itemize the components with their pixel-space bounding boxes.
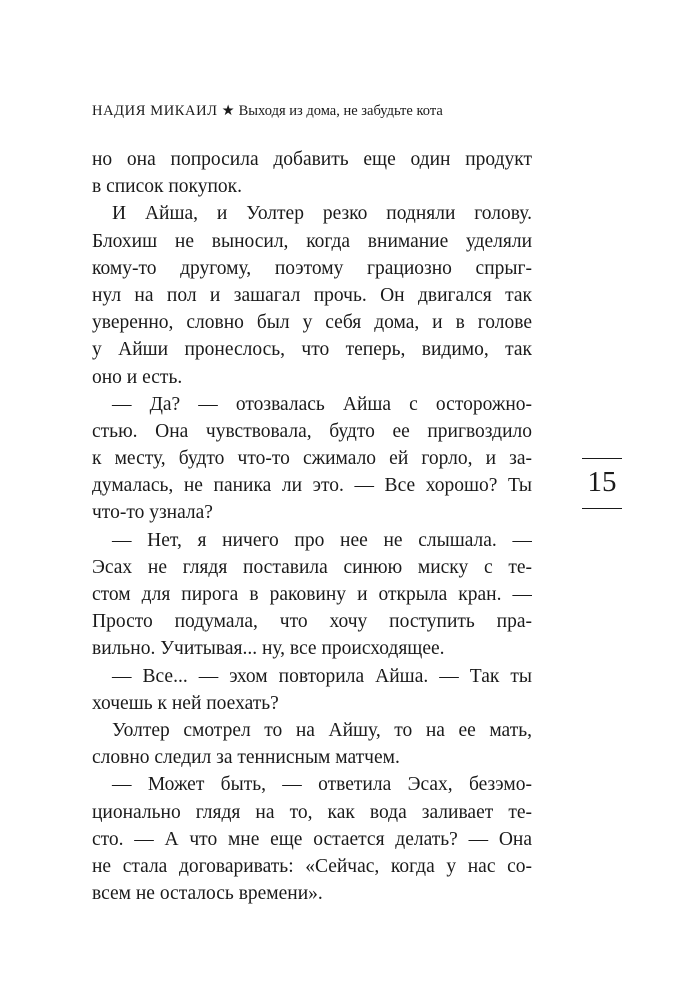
text-line: словно следил за теннисным матчем. bbox=[92, 747, 400, 769]
text-line: Уолтер смотрел то на Айшу, то на ее мать, bbox=[112, 719, 532, 741]
text-line: хочешь к ней поехать? bbox=[92, 692, 279, 714]
text-line: — Все... — эхом повторила Айша. — Так ты bbox=[112, 665, 532, 687]
text-line: — Да? — отозвалась Айша с осторожно- bbox=[112, 393, 532, 415]
text-line: Эсах не глядя поставила синюю миску с те- bbox=[92, 556, 532, 578]
text-line: оно и есть. bbox=[92, 366, 183, 388]
header-book-title: Выходя из дома, не забудьте кота bbox=[238, 103, 443, 119]
text-line: стью. Она чувствовала, будто ее пригвоздило bbox=[92, 420, 532, 442]
text-line: к месту, будто что-то сжимало ей горло, и за- bbox=[92, 448, 532, 470]
folio-rule-bottom bbox=[582, 508, 622, 509]
body-text bbox=[92, 146, 532, 907]
text-line: стом для пирога в раковину и открыла кран. — bbox=[92, 584, 532, 605]
text-line: ционально глядя на то, как вода заливает те- bbox=[92, 801, 532, 823]
text-line: нул на пол и зашагал прочь. Он двигался так bbox=[92, 284, 532, 306]
text-line: думалась, не паника ли это. — Все хорошо? Ты bbox=[92, 475, 532, 497]
text-line: не стала договаривать: «Сейчас, когда у нас со- bbox=[92, 855, 532, 877]
text-line: сто. — А что мне еще остается делать? — Она bbox=[92, 828, 532, 850]
text-line: И Айша, и Уолтер резко подняли голову. bbox=[112, 203, 532, 225]
folio-rule-top bbox=[582, 458, 622, 459]
text-line: всем не осталось времени». bbox=[92, 883, 323, 905]
text-line: что-то узнала? bbox=[92, 502, 213, 524]
text-line: у Айши пронеслось, что теперь, видимо, так bbox=[92, 339, 532, 361]
text-line: — Может быть, — ответила Эсах, безэмо- bbox=[112, 774, 532, 796]
text-line: — Нет, я ничего про нее не слышала. — bbox=[112, 529, 532, 551]
text-line: Блохиш не выносил, когда внимание уделяли bbox=[92, 230, 532, 252]
page-number: 15 bbox=[587, 466, 617, 498]
running-header bbox=[92, 103, 532, 120]
text-line: уверенно, словно был у себя дома, и в голове bbox=[92, 312, 532, 334]
star-icon: ★ bbox=[221, 103, 235, 119]
text-line: вильно. Учитывая... ну, все происходящее. bbox=[92, 638, 445, 660]
header-author: НАДИЯ МИКАИЛ bbox=[92, 103, 218, 119]
text-line: в список покупок. bbox=[92, 176, 243, 198]
text-line: кому-то другому, поэтому грациозно спрыг- bbox=[92, 257, 532, 279]
text-line: но она попросила добавить еще один продукт bbox=[92, 149, 532, 170]
text-line: Просто подумала, что хочу поступить пра- bbox=[92, 611, 532, 633]
